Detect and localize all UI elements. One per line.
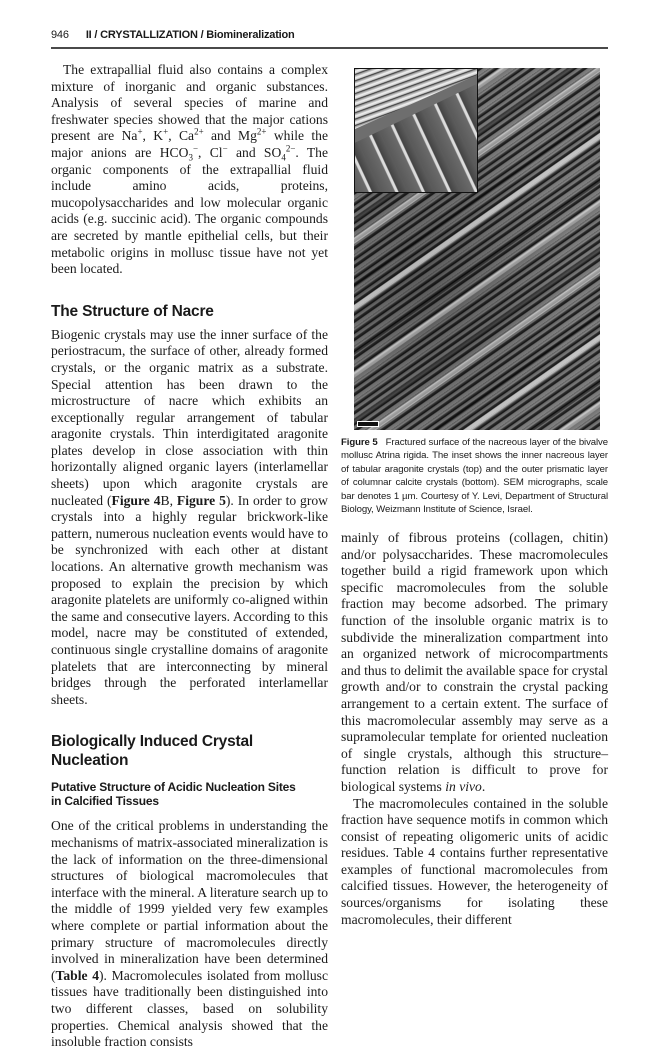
- nucleation-paragraph: One of the critical problems in understanding the mechanisms of matrix-associated mineralization is the lack of information on the three-dimensional structures of biological macromolecules that interface with the mineral. A literature search up to the middle of 1999 yielded very few examples where complete or partial information about the primary structure of macromolecules directly involved in mineralization have been determined (Table 4). Macromolecules isolated from mollusc tissues have traditionally been distinguished into two different classes, based on solubility properties. Chemical analysis showed that the insoluble fraction consists: [51, 818, 328, 1050]
- right-column: [341, 530, 608, 928]
- figure-5-reference[interactable]: Figure 5: [176, 492, 226, 508]
- continuation-paragraph: mainly of fibrous proteins (collagen, chitin) and/or polysaccharides. These macromolecules together build a rigid framework upon which specific macromolecules from the soluble fraction may become adsorbed. The primary function of the insoluble organic matrix is to subdivide the mineralization compartment into an organized network of microcompartments and thus to delimit the available space for crystal growth and/or to constrain the crystal packing arrangement to a certain extent. The surface of this macromolecular assembly may serve as a supramolecular template for oriented nucleation of single crystals, although this structure–function relation is difficult to prove for biological systems in vivo.: [341, 530, 608, 794]
- section-title: II / CRYSTALLIZATION / Biomineralization: [85, 29, 295, 41]
- intro-paragraph: The extrapallial fluid also contains a complex mixture of inorganic and organic substances. Analysis of several species of marine and freshwater species showed that the major cations present are Na+, K+, $Ca^{2+}$ and $Mg^{2+}$ while the major anions are $HCO_3^-$, Cl− and $SO_4^{2-}$. The organic components of the extrapallial fluid include amino acids, proteins, mucopolysaccharides and low molecular organic acids (e.g. succinic acid). The organic compounds are secreted by mantle epithelial cells, but their metabolic origins in mollusc tissue have not yet been located.: [51, 62, 329, 277]
- figure-caption: [341, 436, 608, 516]
- scale-bar: [357, 421, 379, 427]
- figure-label: Figure 5: [341, 437, 378, 448]
- table-4-reference[interactable]: Table 4: [55, 967, 99, 983]
- figure-inset-micrograph: [354, 68, 478, 193]
- figure-5-sem-micrograph: [354, 68, 600, 430]
- figure-4-reference[interactable]: Figure 4: [111, 492, 161, 508]
- subheading-acidic-nucleation-sites: Putative Structure of Acidic Nucleation Sites in Calcified Tissues: [51, 780, 296, 809]
- heading-biologically-induced-nucleation: Biologically Induced Crystal Nucleation: [51, 733, 253, 770]
- page-number: 946: [51, 29, 69, 41]
- caption-text: Fractured surface of the nacreous layer of the bivalve mollusc Atrina rigida. The inset shows the inner nacreous layer of tabular aragonite crystals (top) and the outer prismatic layer of columnar calcite crystals (bottom). SEM micrographs, scale bar denotes 1 µm. Courtesy of Y. Levi, Department of Structural Biology, Weizmann Institute of Science, Israel.: [341, 437, 608, 516]
- soluble-fraction-paragraph: The macromolecules contained in the soluble fraction have sequence motifs in common which consist of repeating oligomeric units of acidic residues. Table 4 contains further representative examples of functional macromolecules from calcified tissues. However, the heterogeneity of sources/organisms for isolating these macromolecules, their different: [341, 795, 608, 927]
- running-head: [51, 28, 608, 49]
- heading-structure-of-nacre: The Structure of Nacre: [51, 302, 214, 320]
- nacre-paragraph: Biogenic crystals may use the inner surface of the periostracum, the surface of other, already formed crystals, or the organic matrix as a substrate. Special attention has been drawn to the microstructure of nacre which exhibits an exceptionally regular arrangement of tabular aragonite crystals. Thin interdigitated aragonite plates develop in close association with thin horizontally aligned organic layers (interlamellar sheets) upon which aragonite crystals are nucleated (Figure 4B, Figure 5). In order to grow crystals into a highly regular brickwork-like pattern, numerous nucleation events would have to be synchronized with each other at distant locations. An alternative growth mechanism was proposed to explain the precision by which aragonite platelets are uniformly co-aligned within the same and consecutive layers. According to this model, nacre may be constituted of extended, continuous single crystalline domains of aragonite platelets that are interconnecting by mineral bridges through the perforated interlamellar sheets.: [51, 326, 328, 707]
- left-column: [51, 62, 328, 1051]
